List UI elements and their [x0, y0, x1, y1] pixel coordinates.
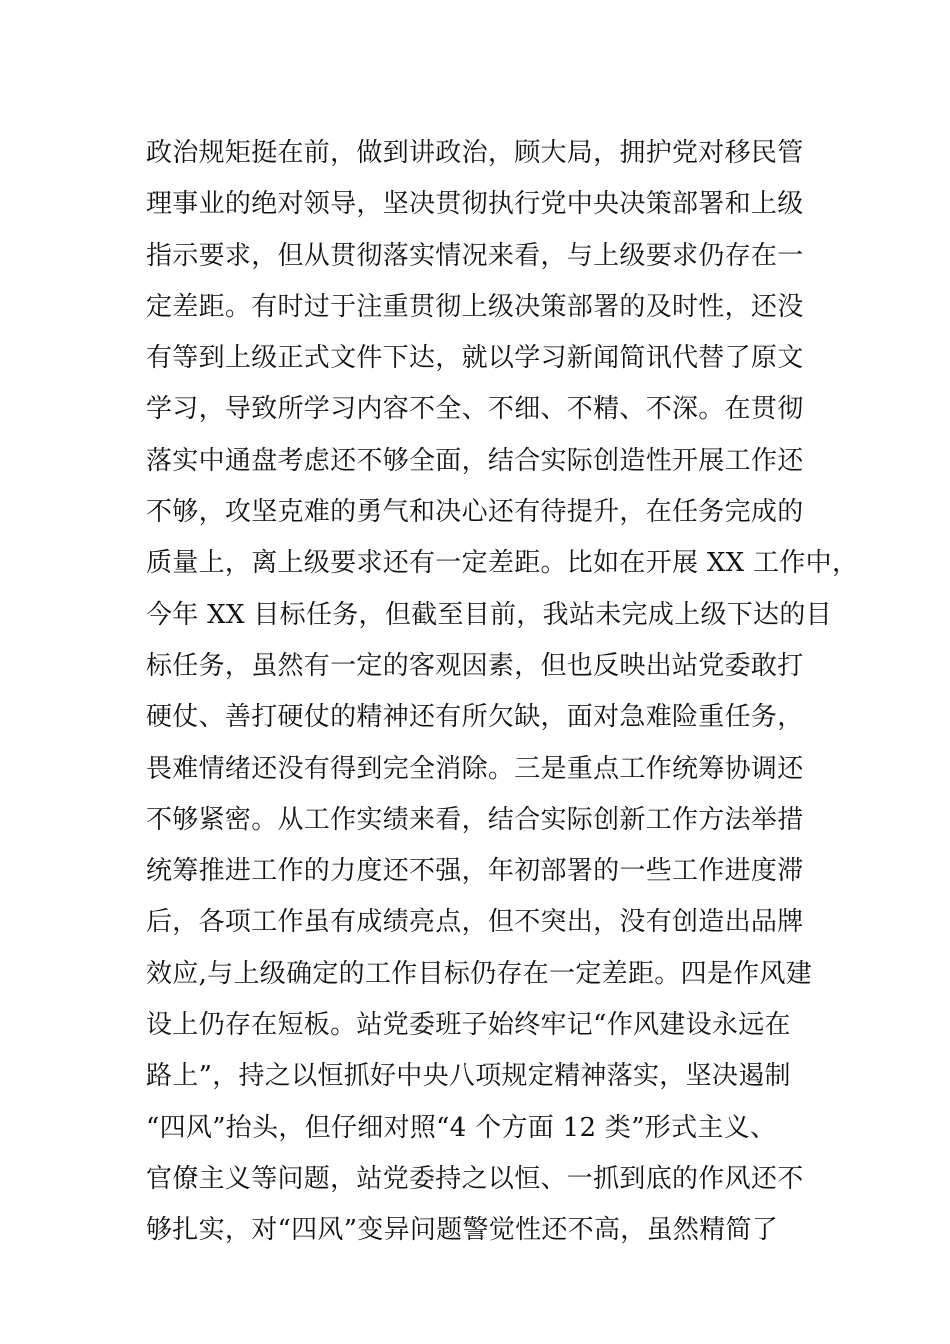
text-line: 不够，攻坚克难的勇气和决心还有待提升，在任务完成的	[146, 497, 804, 528]
body-text	[146, 128, 859, 1257]
text-line: 统筹推进工作的力度还不强，年初部署的一些工作进度滞	[146, 856, 804, 887]
text-line: 路上”，持之以恒抓好中央八项规定精神落实，坚决遏制	[146, 1061, 791, 1092]
text-line: 设上仍存在短板。站党委班子始终牢记“作风建设永远在	[146, 1010, 791, 1041]
text-line: 硬仗、善打硬仗的精神还有所欠缺，面对急难险重任务，	[146, 702, 804, 733]
text-line: 落实中通盘考虑还不够全面，结合实际创造性开展工作还	[146, 445, 804, 476]
text-line: 理事业的绝对领导，坚决贯彻执行党中央决策部署和上级	[146, 189, 804, 220]
text-line: 畏难情绪还没有得到完全消除。三是重点工作统筹协调还	[146, 753, 804, 784]
text-line: 指示要求，但从贯彻落实情况来看，与上级要求仍存在一	[146, 240, 804, 271]
text-line: 官僚主义等问题，站党委持之以恒、一抓到底的作风还不	[146, 1163, 804, 1194]
text-line: 定差距。有时过于注重贯彻上级决策部署的及时性，还没	[146, 291, 804, 322]
text-line: 政治规矩挺在前，做到讲政治，顾大局，拥护党对移民管	[146, 138, 804, 168]
text-line: 有等到上级正式文件下达，就以学习新闻简讯代替了原文	[146, 343, 804, 374]
text-line: 今年 XX 目标任务，但截至目前，我站未完成上级下达的目	[146, 599, 832, 630]
text-line: “四风”抬头，但仔细对照“4 个方面 12 类”形式主义、	[146, 1112, 777, 1143]
text-line: 标任务，虽然有一定的客观因素，但也反映出站党委敢打	[146, 650, 804, 681]
text-line: 够扎实，对“四风”变异问题警觉性还不高，虽然精简了	[146, 1215, 779, 1246]
text-line: 质量上，离上级要求还有一定差距。比如在开展 XX 工作中，	[146, 548, 859, 579]
text-line: 不够紧密。从工作实绩来看，结合实际创新工作方法举措	[146, 804, 804, 835]
text-line: 后，各项工作虽有成绩亮点，但不突出，没有创造出品牌	[146, 907, 804, 938]
text-line: 效应,与上级确定的工作目标仍存在一定差距。四是作风建	[146, 958, 813, 989]
text-line: 学习，导致所学习内容不全、不细、不精、不深。在贯彻	[146, 394, 804, 425]
